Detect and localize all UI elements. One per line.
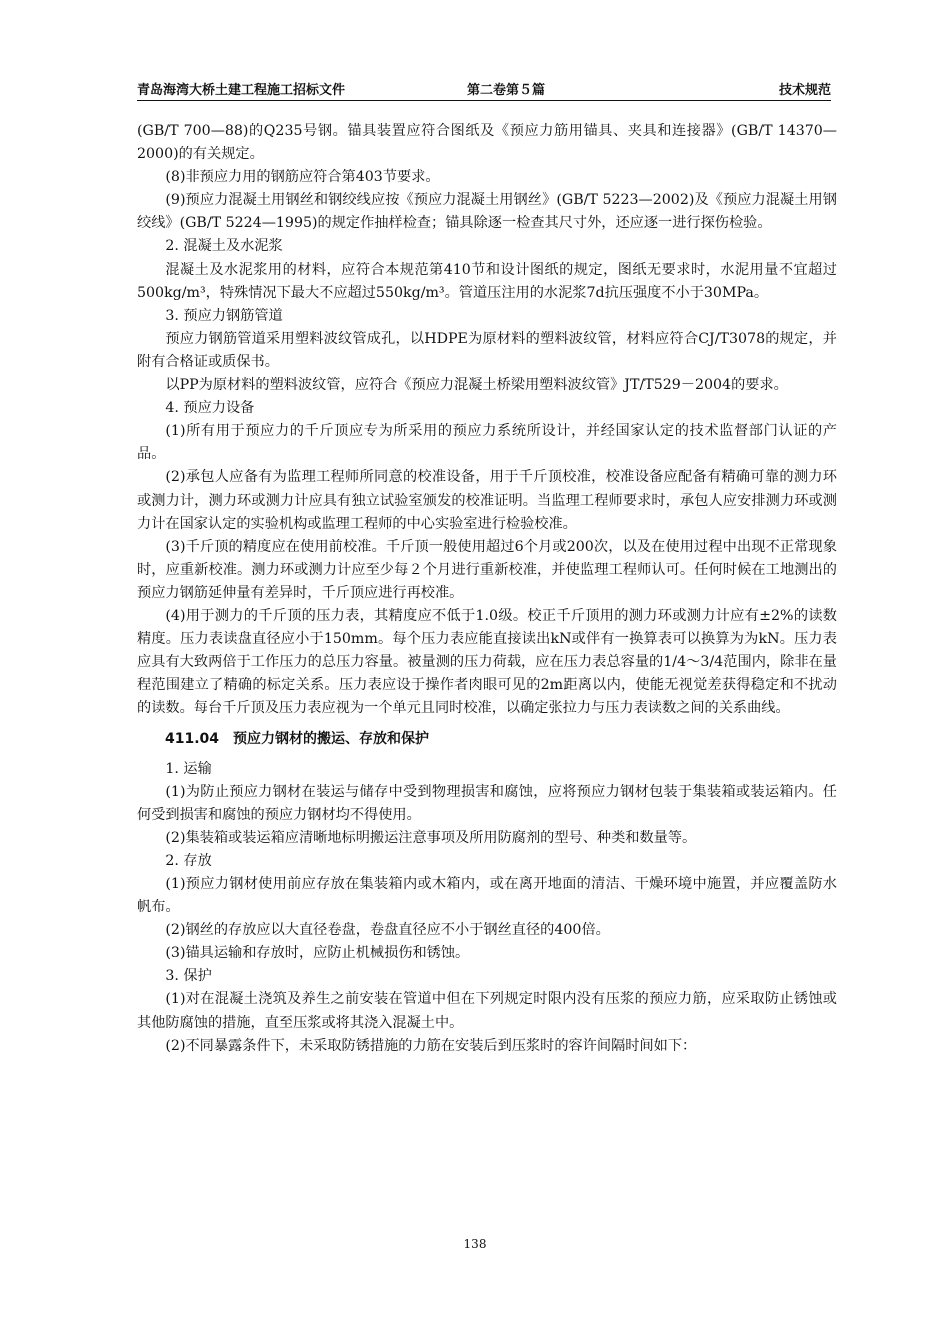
subsection-title: 2. 存放 [165,852,212,869]
subsection-title: 4. 预应力设备 [165,400,255,417]
paragraph: 混凝土及水泥浆用的材料，应符合本规范第410节和设计图纸的规定，图纸无要求时，水泥用量不宜超过500kg/m³，特殊情况下最大不应超过550kg/m³。管道压注用的水泥浆7d抗压强度不小于30MPa。 [137,261,837,301]
paragraph: (GB/T 700—88)的Q235号钢。锚具装置应符合图纸及《预应力筋用锚具、夹具和连接器》(GB/T 14370—2000)的有关规定。 [137,123,837,163]
paragraph: 预应力钢筋管道采用塑料波纹管成孔，以HDPE为原材料的塑料波纹管，材料应符合CJ/T3078的规定，并附有合格证或质保书。 [137,330,837,370]
page-number: 138 [463,1237,487,1251]
paragraph: (8)非预应力用的钢筋应符合第403节要求。 [165,169,440,186]
paragraph: (1)所有用于预应力的千斤顶应专为所采用的预应力系统所设计，并经国家认定的技术监督部门认证的产品。 [137,423,837,463]
paragraph: (1)预应力钢材使用前应存放在集装箱内或木箱内，或在离开地面的清洁、干燥环境中施置，并应覆盖防水帆布。 [137,876,837,916]
header-document-title: 青岛海湾大桥土建工程施工招标文件 [137,83,346,98]
paragraph: (1)为防止预应力钢材在装运与储存中受到物理损害和腐蚀，应将预应力钢材包装于集装箱或装运箱内。任何受到损害和腐蚀的预应力钢材均不得使用。 [137,783,837,823]
paragraph: 以PP为原材料的塑料波纹管，应符合《预应力混凝土桥梁用塑料波纹管》JT/T529－2004的要求。 [165,377,788,394]
subsection-title: 1. 运输 [165,760,212,777]
section-heading: 411.04 预应力钢材的搬运、存放和保护 [165,731,430,748]
paragraph: (2)集装箱或装运箱应清晰地标明搬运注意事项及所用防腐剂的型号、种类和数量等。 [165,829,697,846]
subsection-title: 3. 保护 [165,968,212,985]
page-body [137,120,837,1058]
header-volume: 第二卷第５篇 [467,83,546,98]
paragraph: (2)承包人应备有为监理工程师所同意的校准设备，用于千斤顶校准，校准设备应配备有精确可靠的测力环或测力计，测力环或测力计应具有独立试验室颁发的校准证明。当监理工程师要求时，承包人应安排测力环或测力计在国家认定的实验机构或监理工程师的中心实验室进行检验校准。 [137,469,837,532]
subsection-title: 2. 混凝土及水泥浆 [165,238,283,255]
paragraph: (3)千斤顶的精度应在使用前校准。千斤顶一般使用超过6个月或200次，以及在使用过程中出现不正常现象时，应重新校准。测力环或测力计应至少每２个月进行重新校准，并使监理工程师认可。任何时候在工地测出的预应力钢筋延伸量有差异时，千斤顶应进行再校准。 [137,538,837,601]
paragraph: (2)不同暴露条件下，未采取防锈措施的力筋在安装后到压浆时的容许间隔时间如下： [165,1037,697,1054]
paragraph: (9)预应力混凝土用钢丝和钢绞线应按《预应力混凝土用钢丝》(GB/T 5223—2002)及《预应力混凝土用钢绞线》(GB/T 5224—1995)的规定作抽样检查；锚具除逐一检查其尺寸外，还应逐一进行探伤检验。 [137,192,837,232]
subsection-title: 3. 预应力钢筋管道 [165,307,283,324]
running-header [137,78,831,101]
paragraph: (3)锚具运输和存放时，应防止机械损伤和锈蚀。 [165,945,470,962]
header-section: 技术规范 [778,83,831,98]
paragraph: (1)对在混凝土浇筑及养生之前安装在管道中但在下列规定时限内没有压浆的预应力筋，应采取防止锈蚀或其他防腐蚀的措施，直至压浆或将其浇入混凝土中。 [137,991,837,1031]
paragraph: (4)用于测力的千斤顶的压力表，其精度应不低于1.0级。校正千斤顶用的测力环或测力计应有±2%的读数精度。压力表读盘直径应小于150mm。每个压力表应能直接读出kN或伴有一换算表可以换算为为kN。压力表应具有大致两倍于工作压力的总压力容量。被量测的压力荷载，应在压力表总容量的1/4～3/4范围内，除非在量程范围建立了精确的标定关系。压力表应设于操作者肉眼可见的2m距离以内，使能无视觉差获得稳定和不扰动的读数。每台千斤顶及压力表应视为一个单元且同时校准，以确定张拉力与压力表读数之间的关系曲线。 [137,607,837,717]
paragraph: (2)钢丝的存放应以大直径卷盘，卷盘直径应不小于钢丝直径的400倍。 [165,922,610,939]
